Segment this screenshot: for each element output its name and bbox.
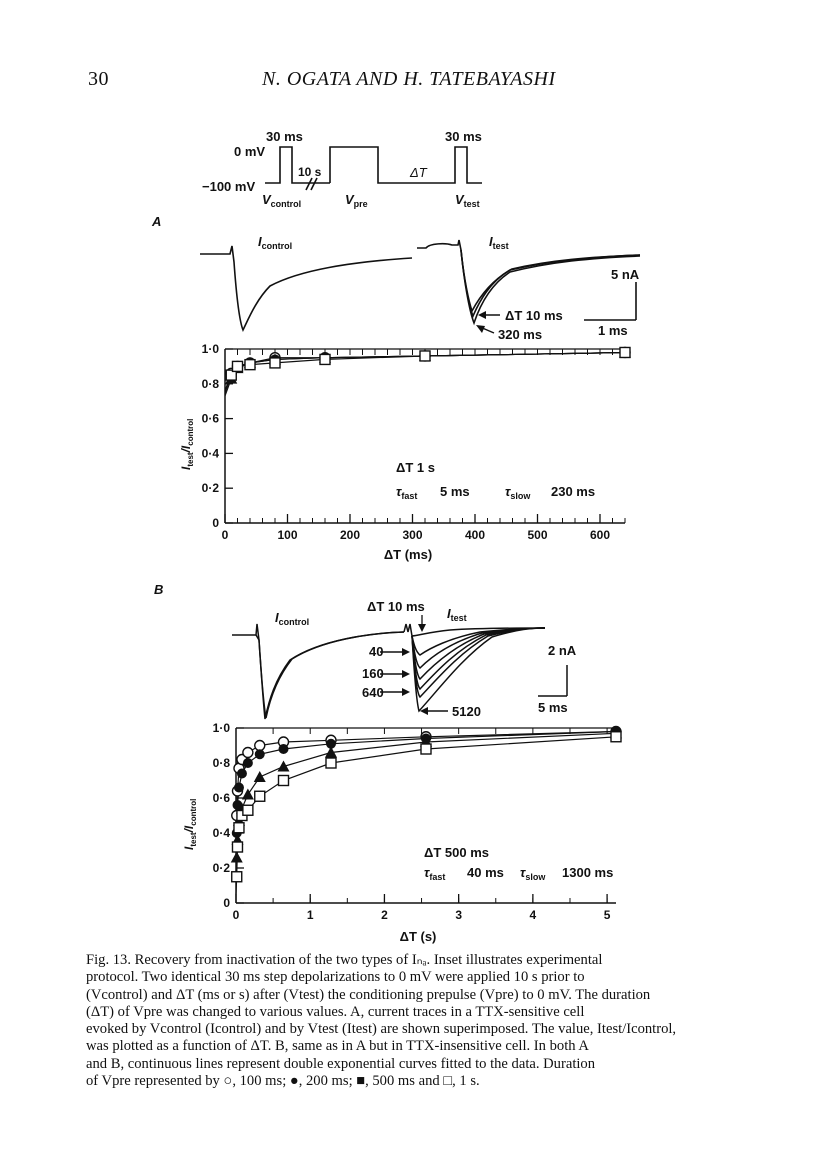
panel-b-traces (232, 624, 567, 719)
b-i-test-sub: test (450, 613, 467, 623)
svg-text:τslow (505, 484, 531, 501)
a-tau-slow-value: 230 ms (551, 484, 596, 499)
trace-a-control (200, 246, 412, 330)
chart-b (213, 721, 622, 922)
data-point-triangle-filled (231, 852, 243, 863)
x-tick-label: 3 (455, 908, 462, 922)
data-point-square-open (420, 351, 430, 361)
v-control-sub: control (270, 199, 302, 209)
a-arrow2-label: 320 ms (498, 327, 543, 342)
caption-line: of Vpre represented by ○, 100 ms; ●, 200 ms; ■, 500 ms and □, 1 s. (86, 1073, 480, 1090)
a-ylabel: $I_{test}/I_{control}$ (179, 418, 195, 470)
b-arrow-160: 160 (362, 666, 384, 681)
v-test-label: V (455, 192, 464, 207)
interval-label: 10 s (298, 165, 322, 179)
x-tick-label: 400 (464, 528, 486, 542)
data-point-square-open (232, 872, 242, 882)
v-test-sub: test (463, 199, 480, 209)
svg-text:Icontrol (275, 610, 309, 627)
a-tau-fast-sub: fast (401, 491, 418, 501)
b-dt-label: ΔT 10 ms (367, 599, 425, 614)
data-point-square-open (245, 360, 255, 370)
a-arrow-320ms (476, 325, 494, 333)
data-point-circle-filled (234, 783, 244, 793)
a-i-test-label: I (489, 234, 493, 249)
b-tau-slow-value: 1300 ms (562, 865, 614, 880)
b-tau-slow-sub: slow (525, 872, 546, 882)
data-point-circle-filled (243, 758, 253, 768)
y-tick-label: 0 (223, 896, 230, 910)
a-arrow1-label: ΔT 10 ms (505, 308, 563, 323)
svg-text:τfast (424, 865, 445, 882)
x-tick-label: 600 (589, 528, 611, 542)
panel-b-label: B (154, 582, 164, 597)
b-i-control-label: I (275, 610, 279, 625)
data-point-square-open (232, 842, 242, 852)
data-point-square-open (233, 361, 243, 371)
data-point-square-open (320, 354, 330, 364)
y-tick-label: 0·6 (201, 411, 219, 426)
y-tick-label: 0·4 (212, 826, 230, 840)
caption-line: and B, continuous lines represent double exponential curves fitted to the data. Duration (86, 1055, 596, 1072)
data-point-square-open (255, 791, 265, 801)
b-tau-fast-sub: fast (429, 872, 446, 882)
b-xlabel: ΔT (s) (399, 929, 437, 944)
a-tau-slow-sub: slow (510, 491, 531, 501)
trace-a-prepulse (417, 240, 461, 250)
x-tick-label: 5 (603, 908, 611, 922)
trace-b-test-5120 (412, 628, 545, 711)
y-tick-label: 0·4 (201, 446, 219, 461)
data-point-square-open (234, 823, 244, 833)
a-xlabel: ΔT (ms) (383, 547, 433, 562)
zero-mv-label: 0 mV (234, 144, 266, 159)
v-pre-sub: pre (353, 199, 368, 209)
y-tick-label: 1·0 (212, 721, 230, 735)
x-tick-label: 100 (277, 528, 298, 542)
data-point-circle-filled (279, 744, 289, 754)
b-arrow-5120: 5120 (452, 704, 481, 719)
svg-text:Icontrol (258, 234, 292, 251)
b-ylabel: $I_{test}/I_{control}$ (182, 798, 198, 850)
y-tick-label: 0·6 (212, 791, 230, 805)
b-tau-slow-symbol: τ (520, 865, 526, 880)
caption-line: was plotted as a function of ΔT. B, same as in A but in TTX-insensitive cell. In both A (86, 1038, 589, 1055)
figure-caption (86, 952, 730, 1090)
trace-b-test-160 (412, 628, 545, 679)
b-tau-fast-symbol: τ (424, 865, 430, 880)
b-annotation-dt: ΔT 500 ms (424, 845, 489, 860)
svg-text:Vcontrol (262, 192, 301, 209)
a-tau-fast-symbol: τ (396, 484, 402, 499)
b-scale-time: 5 ms (538, 700, 568, 715)
data-point-square-open (611, 732, 621, 742)
x-tick-label: 0 (221, 528, 229, 542)
data-point-square-open (279, 776, 289, 786)
a-scale-time: 1 ms (598, 323, 628, 338)
trace-b-prepulse (404, 624, 412, 636)
x-tick-label: 1 (306, 908, 314, 922)
y-tick-label: 0·8 (212, 756, 230, 770)
a-scale-current: 5 nA (611, 267, 640, 282)
a-i-test-sub: test (492, 241, 509, 251)
caption-line: evoked by Vcontrol (Icontrol) and by Vtest (Itest) are shown superimposed. The value, Itest/Icontrol, (86, 1021, 677, 1038)
data-point-square-open (620, 347, 630, 357)
svg-text:τslow (520, 865, 546, 882)
svg-text:Vpre (345, 192, 368, 209)
y-tick-label: 1·0 (201, 342, 219, 356)
running-title: N. OGATA AND H. TATEBAYASHI (262, 68, 556, 90)
v-pre-label: V (345, 192, 354, 207)
a-i-control-label: I (258, 234, 262, 249)
data-point-square-open (421, 744, 431, 754)
b-arrow-640: 640 (362, 685, 384, 700)
hold-mv-label: −100 mV (202, 179, 256, 194)
y-tick-label: 0·8 (201, 376, 219, 391)
a-i-control-sub: control (261, 241, 293, 251)
b-i-test-label: I (447, 606, 451, 621)
panel-a-label: A (152, 214, 162, 229)
x-tick-label: 0 (232, 908, 240, 922)
chart-a (202, 342, 631, 542)
data-point-triangle-filled (278, 761, 290, 772)
pulse2-label: 30 ms (445, 129, 482, 144)
data-point-square-open (326, 758, 336, 768)
data-point-circle-open (243, 748, 253, 758)
protocol-delta-t: ΔT (410, 165, 427, 180)
b-arrow-10ms (418, 615, 426, 632)
data-point-square-open (270, 358, 280, 368)
x-tick-label: 2 (381, 908, 388, 922)
x-tick-label: 300 (402, 528, 423, 542)
y-tick-label: 0·2 (212, 861, 230, 875)
trace-a-test-2 (461, 250, 640, 316)
a-arrow-10ms (478, 311, 500, 319)
b-scale-current: 2 nA (548, 643, 577, 658)
page-number: 30 (88, 68, 109, 90)
a-annotation-dt: ΔT 1 s (396, 460, 435, 475)
data-point-circle-open (255, 741, 265, 751)
svg-text:Vtest (455, 192, 480, 209)
a-tau-fast-value: 5 ms (440, 484, 470, 499)
a-tau-slow-symbol: τ (505, 484, 511, 499)
y-tick-label: 0 (212, 516, 219, 530)
panel-a-traces (200, 240, 640, 330)
x-tick-label: 4 (529, 908, 537, 922)
b-tau-fast-value: 40 ms (467, 865, 504, 880)
data-point-circle-filled (255, 749, 265, 759)
data-point-triangle-filled (242, 789, 254, 800)
caption-line: protocol. Two identical 30 ms step depolarizations to 0 mV were applied 10 s prior to (86, 969, 585, 986)
b-i-control-sub: control (278, 617, 310, 627)
caption-line: (ΔT) of Vpre was changed to various values. A, current traces in a TTX-sensitive cell (86, 1003, 585, 1020)
data-point-square-open (243, 805, 253, 815)
b-arrow-40: 40 (369, 644, 384, 659)
x-tick-label: 500 (527, 528, 548, 542)
pulse1-label: 30 ms (266, 129, 303, 144)
v-control-label: V (262, 192, 271, 207)
y-tick-label: 0·2 (201, 481, 219, 496)
svg-text:Itest (447, 606, 467, 623)
data-point-circle-filled (237, 769, 247, 779)
caption-line: Fig. 13. Recovery from inactivation of the two types of Iₙₐ. Inset illustrates experimental (86, 952, 603, 968)
svg-text:τfast (396, 484, 417, 501)
svg-text:Itest (489, 234, 509, 251)
x-tick-label: 200 (339, 528, 361, 542)
data-point-triangle-filled (254, 771, 266, 782)
caption-line: (Vcontrol) and ΔT (ms or s) after (Vtest) the conditioning prepulse (Vpre) to 0 mV. The duration (86, 986, 651, 1003)
